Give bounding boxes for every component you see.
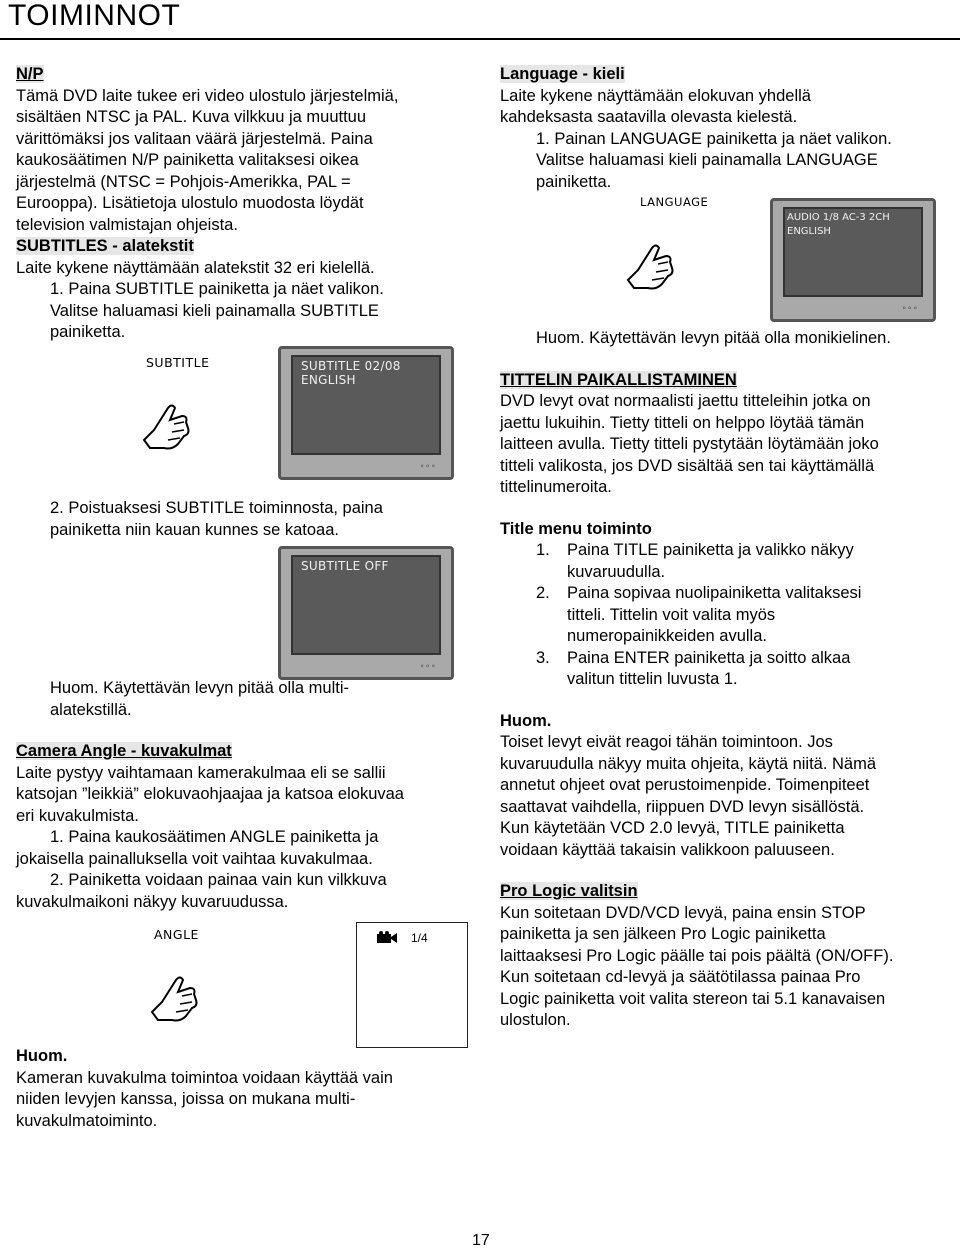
step-line: kuvaruudulla.: [567, 562, 666, 581]
list-item: [500, 540, 950, 583]
angle-line: eri kuvakulmista.: [16, 806, 139, 825]
language-step-line: 1. Painan LANGUAGE painiketta ja näet valikon.: [536, 129, 892, 148]
np-line: television valmistajan ohjeista.: [16, 215, 238, 234]
tv-buttons-icon: ◦◦◦: [420, 661, 437, 672]
angle-display: [356, 922, 468, 1048]
np-line: Tämä DVD laite tukee eri video ulostulo järjestelmiä,: [16, 86, 399, 105]
header-rule: [0, 38, 960, 40]
list-item: [500, 583, 950, 648]
angle-note: [16, 1046, 466, 1132]
angle-note-heading: Huom.: [16, 1047, 68, 1065]
angle-note-line: kuvakulmatoiminto.: [16, 1111, 158, 1130]
page-number: 17: [472, 1232, 490, 1249]
huom-line: kuvaruudulla näkyy muita ohjeita, käytä niitä. Nämä: [500, 754, 877, 773]
np-line: sisältäen NTSC ja PAL. Kuva vilkkuu ja muuttuu: [16, 108, 367, 126]
angle-osd-text: 1/4: [411, 931, 428, 945]
huom-line: Kun käytetään VCD 2.0 levyä, TITLE painiketta: [500, 819, 845, 837]
angle-button-label: ANGLE: [154, 927, 199, 942]
hand-pointer-icon: [146, 972, 202, 1024]
step-line: Paina ENTER painiketta ja soitto alkaa: [567, 648, 851, 667]
step-line: numeropainikkeiden avulla.: [567, 627, 767, 645]
right-column: [500, 64, 950, 193]
title-line: laitteen avulla. Tietty titteli pystytään löytämään joko: [500, 435, 879, 453]
subtitle-osd-text: SUBTITLE 02/08 ENGLISH: [301, 359, 401, 387]
prologic-heading: Pro Logic valitsin: [500, 882, 638, 900]
step-line: titteli. Tittelin voit valita myös: [567, 605, 776, 624]
subtitles-note-line: alatekstillä.: [50, 700, 132, 719]
title-line: titteli valikosta, jos DVD sisältää sen tai käyttämällä: [500, 456, 875, 475]
prologic-line: Kun soitetaan DVD/VCD levyä, paina ensin STOP: [500, 903, 866, 922]
language-button-label: LANGUAGE: [640, 195, 709, 209]
title-menu-steps: [500, 540, 950, 691]
angle-line: jokaisella painalluksella voit vaihtaa kuvakulmaa.: [16, 849, 373, 868]
subtitles-step2: [16, 498, 466, 541]
title-line: DVD levyt ovat normaalisti jaettu titteleihin jotka on: [500, 392, 871, 410]
angle-line: kuvakulmaikoni näkyy kuvaruudussa.: [16, 892, 289, 911]
hand-pointer-icon: [622, 240, 678, 292]
angle-line: katsojan ”leikkiä” elokuvaohjaajaa ja katsoa elokuvaa: [16, 785, 404, 803]
left-column: [16, 64, 466, 344]
np-heading: N/P: [16, 65, 44, 83]
tv-buttons-icon: ◦◦◦: [420, 461, 437, 472]
step-line: Paina TITLE painiketta ja valikko näkyy: [567, 541, 854, 559]
title-heading: TITTELIN PAIKALLISTAMINEN: [500, 370, 737, 389]
step-number: 2.: [536, 584, 550, 602]
subtitles-step1-line: 1. Paina SUBTITLE painiketta ja näet valikon.: [50, 280, 384, 298]
huom-line: saattavat vaihdella, riippuen DVD levyn sisällöstä.: [500, 797, 865, 816]
title-menu-heading: Title menu toiminto: [500, 519, 652, 538]
title-line: tittelinumeroita.: [500, 478, 612, 496]
subtitles-step1-line: Valitse haluamasi kieli painamalla SUBTITLE: [50, 301, 379, 320]
subtitle-button-label: SUBTITLE: [146, 355, 210, 370]
huom-line: annetut ohjeet ovat perustoimenpide. Toimenpiteet: [500, 776, 870, 794]
language-intro-line: kahdeksasta saatavilla olevasta kielestä.: [500, 108, 798, 126]
language-note: Huom. Käytettävän levyn pitää olla monikielinen.: [536, 329, 891, 347]
subtitles-heading: SUBTITLES - alatekstit: [16, 237, 194, 255]
prologic-line: laittaaksesi Pro Logic päälle tai pois päältä (ON/OFF).: [500, 946, 894, 965]
angle-line: 1. Paina kaukosäätimen ANGLE painiketta ja: [50, 828, 379, 846]
angle-heading: Camera Angle - kuvakulmat: [16, 742, 232, 760]
right-column-lower: [500, 328, 950, 1032]
np-line: kaukosäätimen N/P painiketta valitaksesi oikea: [16, 151, 359, 169]
prologic-line: Kun soitetaan cd-levyä ja säätötilassa painaa Pro: [500, 968, 861, 986]
step-number: 1.: [536, 541, 550, 559]
huom-heading: Huom.: [500, 711, 552, 730]
np-line: värittömäksi jos valitaan väärä järjestelmä. Paina: [16, 129, 373, 148]
language-step-line: painiketta.: [536, 172, 612, 191]
angle-line: Laite pystyy vaihtamaan kamerakulmaa eli se sallii: [16, 763, 386, 782]
angle-note-line: Kameran kuvakulma toimintoa voidaan käyttää vain: [16, 1068, 393, 1087]
subtitles-note-line: Huom. Käytettävän levyn pitää olla multi-: [50, 679, 349, 697]
language-step-line: Valitse haluamasi kieli painamalla LANGUAGE: [536, 151, 878, 169]
huom-line: voidaan käyttää takaisin valikkoon paluuseen.: [500, 840, 835, 859]
subtitles-step2-line: 2. Poistuaksesi SUBTITLE toiminnosta, paina: [50, 499, 383, 517]
language-heading: Language - kieli: [500, 65, 625, 83]
angle-note-line: niiden levyjen kanssa, joissa on mukana multi-: [16, 1090, 356, 1108]
subtitles-step1-line: painiketta.: [50, 323, 126, 341]
camera-icon: [375, 931, 399, 945]
subtitles-intro: Laite kykene näyttämään alatekstit 32 eri kielellä.: [16, 258, 375, 277]
angle-line: 2. Painiketta voidaan painaa vain kun vilkkuva: [50, 871, 387, 889]
prologic-line: Logic painiketta voit valita stereon tai 5.1 kanavaisen: [500, 989, 886, 1008]
language-osd-text: AUDIO 1/8 AC-3 2CH ENGLISH: [787, 212, 890, 237]
title-line: jaettu lukuihin. Tietty titteli on helppo löytää tämän: [500, 413, 865, 432]
tv-subtitle-display: [278, 346, 454, 480]
left-column-lower: [16, 678, 466, 913]
step-number: 3.: [536, 648, 550, 667]
prologic-line: ulostulon.: [500, 1011, 571, 1029]
tv-buttons-icon: ◦◦◦: [902, 303, 919, 314]
tv-subtitle-off-display: [278, 546, 454, 680]
subtitle-off-osd-text: SUBTITLE OFF: [301, 559, 389, 573]
np-line: Eurooppa). Lisätietoja ulostulo muodosta löydät: [16, 194, 364, 212]
language-intro-line: Laite kykene näyttämään elokuvan yhdellä: [500, 86, 811, 105]
step-line: Paina sopivaa nuolipainiketta valitaksesi: [567, 584, 862, 602]
page-title: TOIMINNOT: [8, 0, 181, 32]
tv-language-display: [770, 198, 936, 322]
prologic-line: painiketta ja sen jälkeen Pro Logic painiketta: [500, 925, 826, 943]
huom-line: Toiset levyt eivät reagoi tähän toimintoon. Jos: [500, 733, 833, 751]
subtitles-step2-line: painiketta niin kauan kunnes se katoaa.: [50, 520, 339, 539]
np-line: järjestelmä (NTSC = Pohjois-Amerikka, PAL =: [16, 172, 351, 191]
list-item: [500, 648, 950, 691]
hand-pointer-icon: [138, 400, 194, 452]
step-line: valitun tittelin luvusta 1.: [567, 670, 738, 688]
